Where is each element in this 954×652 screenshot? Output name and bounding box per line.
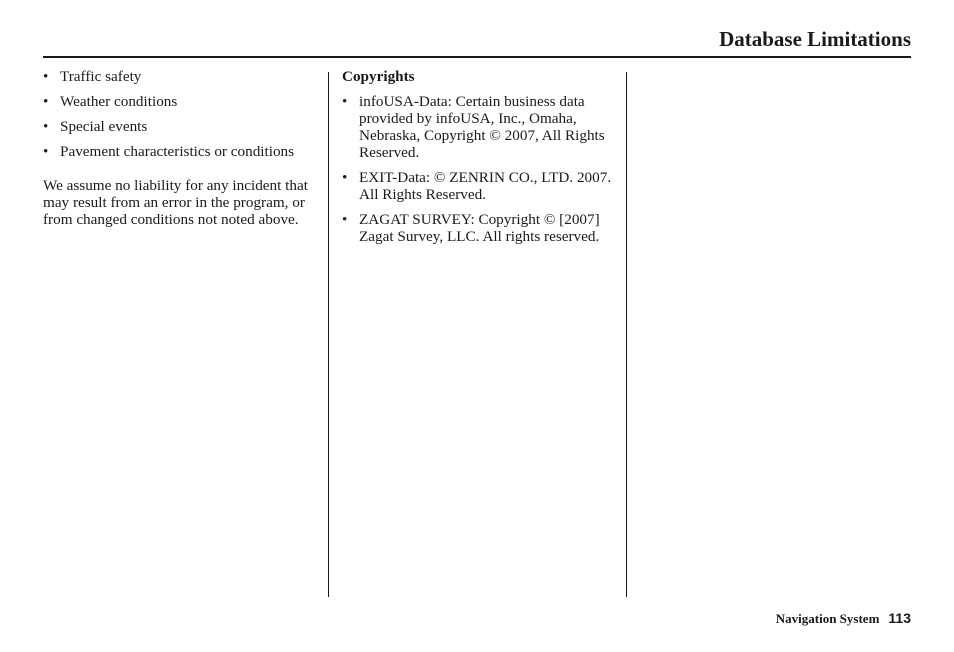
list-item: • EXIT-Data: © ZENRIN CO., LTD. 2007. All Rights Reserved. bbox=[342, 169, 614, 203]
page-number: 113 bbox=[888, 610, 911, 626]
copyrights-heading: Copyrights bbox=[342, 68, 415, 85]
liability-paragraph: We assume no liability for any incident that may result from an error in the program, or from changed conditions not noted above. bbox=[43, 177, 308, 228]
list-item: • Weather conditions bbox=[43, 93, 319, 110]
list-item: • Traffic safety bbox=[43, 68, 319, 85]
page-footer bbox=[776, 610, 911, 627]
list-item: • infoUSA-Data: Certain business data provided by infoUSA, Inc., Omaha, Nebraska, Copyright © 2007, All Rights Reserved. bbox=[342, 93, 614, 161]
page-title: Database Limitations bbox=[719, 27, 911, 51]
middle-column bbox=[342, 68, 614, 253]
list-item: • Pavement characteristics or conditions bbox=[43, 143, 319, 160]
copyrights-list bbox=[342, 93, 614, 245]
column-divider bbox=[626, 72, 627, 597]
limitations-list bbox=[43, 68, 319, 160]
list-item: • Special events bbox=[43, 118, 319, 135]
left-column bbox=[43, 68, 319, 228]
footer-label: Navigation System bbox=[775, 611, 880, 626]
column-divider bbox=[328, 72, 329, 597]
list-item: • ZAGAT SURVEY: Copyright © [2007] Zagat Survey, LLC. All rights reserved. bbox=[342, 211, 614, 245]
title-rule bbox=[43, 56, 911, 58]
